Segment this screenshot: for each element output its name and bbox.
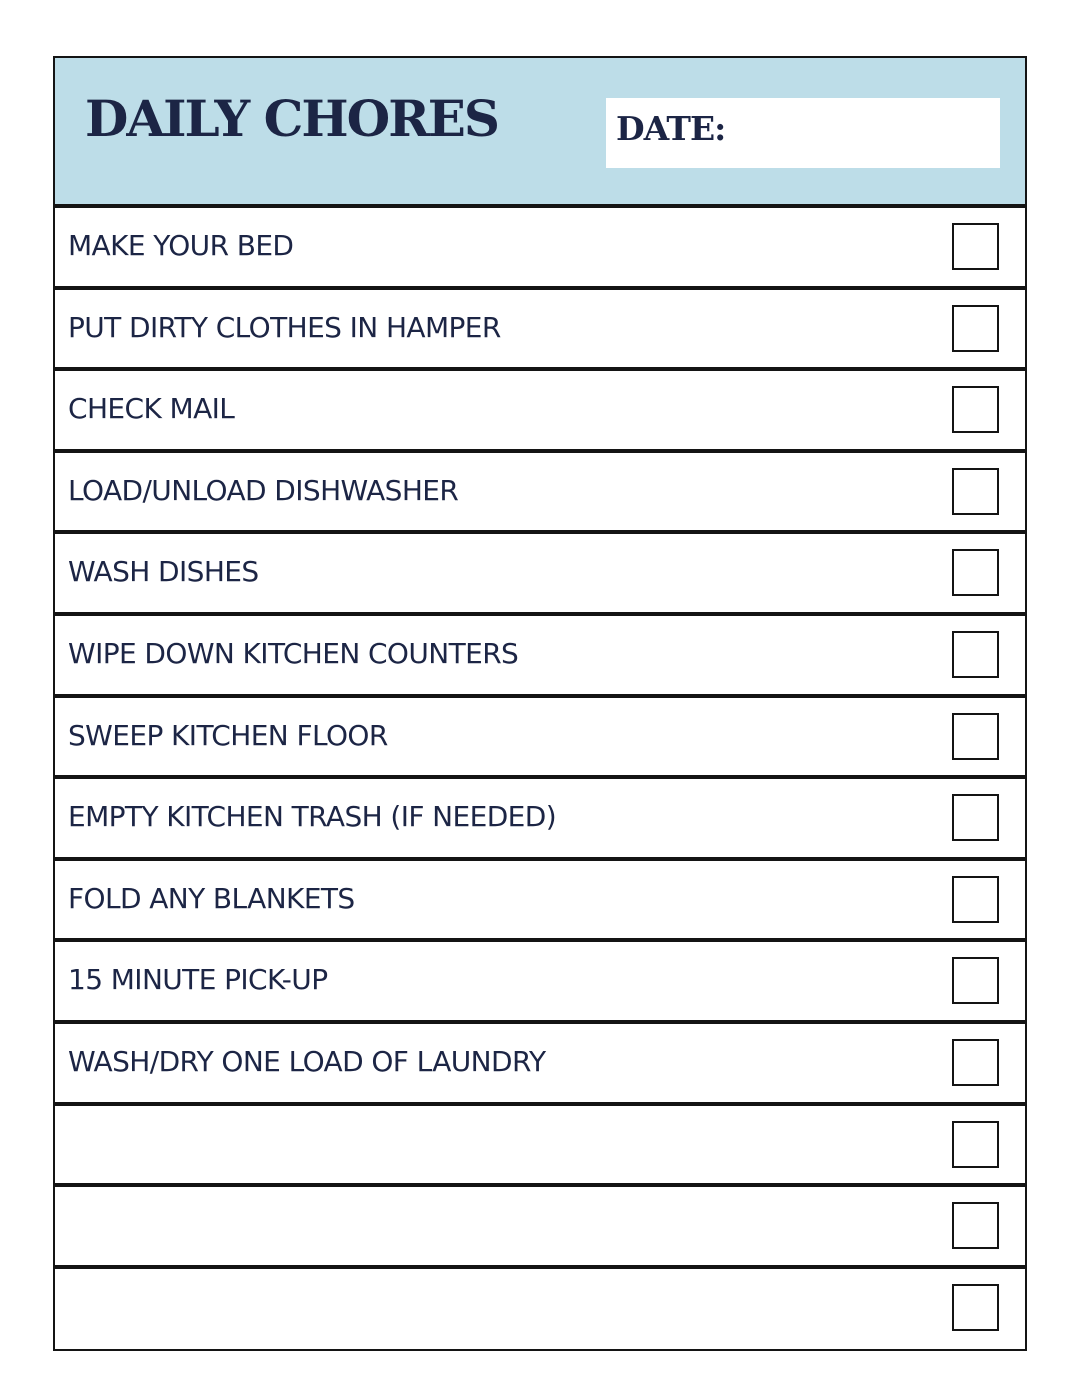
chore-list	[55, 208, 1025, 1350]
chore-label: WASH/DRY ONE LOAD OF LAUNDRY	[68, 1044, 546, 1078]
chore-checkbox[interactable]	[952, 305, 999, 352]
page-title: DAILY CHORES	[85, 89, 498, 148]
chore-label: LOAD/UNLOAD DISHWASHER	[68, 473, 459, 507]
header-banner	[55, 58, 1025, 208]
chore-checkbox[interactable]	[952, 1284, 999, 1331]
chore-label: MAKE YOUR BED	[68, 229, 294, 262]
chore-checkbox[interactable]	[952, 223, 999, 270]
chore-label: CHECK MAIL	[68, 392, 235, 426]
chore-row	[55, 779, 1025, 861]
date-field[interactable]	[606, 98, 1000, 168]
chore-checkbox[interactable]	[952, 1121, 999, 1168]
chore-row	[55, 290, 1025, 372]
chore-row-blank[interactable]	[55, 1269, 1025, 1351]
chore-checkbox[interactable]	[952, 631, 999, 678]
chore-row	[55, 534, 1025, 616]
chore-sheet	[53, 56, 1027, 1351]
chore-row-blank[interactable]	[55, 1187, 1025, 1269]
date-label: DATE:	[616, 109, 726, 148]
chore-row	[55, 453, 1025, 535]
chore-checkbox[interactable]	[952, 957, 999, 1004]
chore-checkbox[interactable]	[952, 468, 999, 515]
chore-row-blank[interactable]	[55, 1106, 1025, 1188]
chore-checkbox[interactable]	[952, 386, 999, 433]
chore-label: FOLD ANY BLANKETS	[68, 881, 355, 915]
chore-row	[55, 616, 1025, 698]
chore-row	[55, 208, 1025, 290]
chore-checkbox[interactable]	[952, 549, 999, 596]
chore-label: WIPE DOWN KITCHEN COUNTERS	[68, 636, 519, 670]
chore-row	[55, 942, 1025, 1024]
chore-row	[55, 371, 1025, 453]
chore-checkbox[interactable]	[952, 794, 999, 841]
chore-label: SWEEP KITCHEN FLOOR	[68, 718, 388, 752]
chore-checkbox[interactable]	[952, 1202, 999, 1249]
chore-checkbox[interactable]	[952, 1039, 999, 1086]
chore-row	[55, 698, 1025, 780]
chore-label: WASH DISHES	[68, 555, 259, 589]
chore-checkbox[interactable]	[952, 713, 999, 760]
chore-row	[55, 861, 1025, 943]
chore-checkbox[interactable]	[952, 876, 999, 923]
chore-label: PUT DIRTY CLOTHES IN HAMPER	[68, 310, 501, 344]
chore-row	[55, 1024, 1025, 1106]
chore-label: EMPTY KITCHEN TRASH (IF NEEDED)	[68, 800, 557, 834]
chore-label: 15 MINUTE PICK-UP	[68, 963, 328, 997]
